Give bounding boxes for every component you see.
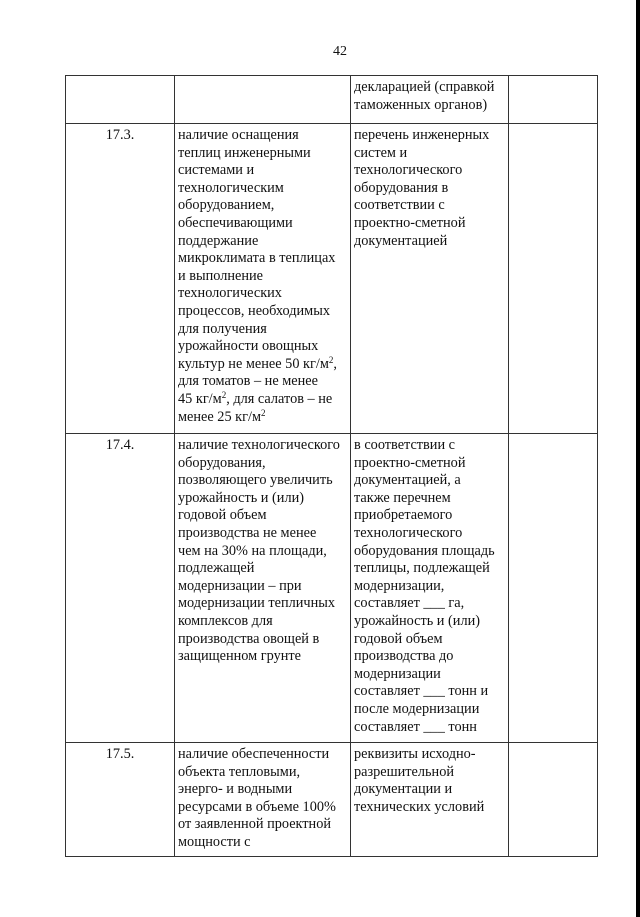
item-number-cell: 17.5. [66, 743, 175, 857]
criterion-line: модернизации – при [178, 577, 302, 594]
table-row [66, 743, 598, 857]
note-cell [509, 434, 598, 743]
document-line: составляет ___ тонн [354, 718, 477, 735]
criterion-line: и выполнение [178, 267, 263, 284]
criterion-line: годовой объем [178, 507, 267, 524]
document-line: технических условий [354, 798, 485, 815]
scan-edge-strip [636, 0, 640, 917]
document-line: документацией, а [354, 472, 461, 489]
criterion-line: от заявленной проектной [178, 816, 331, 833]
criterion-line: производства не менее [178, 524, 317, 541]
document-line: перечень инженерных [354, 127, 490, 143]
criterion-line: технологических [178, 285, 282, 302]
document-line: документации и [354, 781, 453, 798]
criterion-line: 45 $кг/м^2$, для салатов – не [178, 389, 333, 407]
criterion-line: урожайность и (или) [178, 489, 304, 506]
note-cell [509, 76, 598, 124]
criterion-line: позволяющего увеличить [178, 472, 333, 489]
document-line: разрешительной [354, 763, 454, 780]
criterion-line: поддержание [178, 232, 259, 249]
document-line: документацией [354, 232, 448, 249]
document-line: таможенных органов) [354, 96, 488, 113]
criterion-line: оборудования, [178, 454, 266, 471]
table-row [66, 434, 598, 743]
criterion-line: урожайности овощных [178, 338, 319, 355]
document-line: декларацией (справкой [354, 79, 495, 95]
item-number-cell: 17.4. [66, 434, 175, 743]
document-line: технологического [354, 162, 463, 179]
criterion-cell [175, 124, 351, 434]
document-line: проектно-сметной [354, 454, 466, 471]
document-line: модернизации, [354, 577, 445, 594]
note-cell [509, 743, 598, 857]
criterion-line: процессов, необходимых [178, 302, 330, 319]
criterion-line: для получения [178, 320, 267, 337]
criterion-cell [175, 743, 351, 857]
document-cell [351, 434, 509, 743]
item-number-cell [66, 76, 175, 124]
criterion-line: защищенном грунте [178, 648, 302, 665]
criterion-line: наличие обеспеченности [178, 746, 330, 762]
document-cell [351, 743, 509, 857]
document-line: составляет ___ тонн и [354, 683, 489, 700]
document-line: приобретаемого [354, 507, 453, 524]
criterion-line: системами и [178, 162, 255, 179]
criterion-line: модернизации тепличных [178, 595, 336, 612]
requirements-table [65, 75, 598, 857]
criterion-line: микроклимата в теплицах [178, 250, 336, 267]
page-number: 42 [333, 44, 347, 59]
document-line: теплицы, подлежащей [354, 560, 490, 577]
document-line: оборудования в [354, 179, 449, 196]
criterion-line: мощности с [178, 833, 251, 850]
document-line: после модернизации [354, 700, 480, 717]
document-line: соответствии с [354, 197, 445, 214]
criterion-line: обеспечивающими [178, 214, 293, 231]
document-line: в соответствии с [354, 437, 456, 453]
criterion-line: менее 25 $кг/м^2$ [178, 407, 266, 425]
document-line: модернизации [354, 665, 441, 682]
document-line: систем и [354, 144, 408, 161]
document-cell [351, 76, 509, 124]
criterion-line: наличие оснащения [178, 127, 299, 143]
criterion-line: энерго- и водными [178, 781, 293, 798]
criterion-cell [175, 434, 351, 743]
item-number-cell: 17.3. [66, 124, 175, 434]
criterion-line: объекта тепловыми, [178, 763, 301, 780]
document-line: составляет ___ га, [354, 595, 465, 612]
criterion-line: комплексов для [178, 612, 273, 629]
document-line: оборудования площадь [354, 542, 495, 559]
document-line: проектно-сметной [354, 214, 466, 231]
table-row [66, 76, 598, 124]
criterion-line: теплиц инженерными [178, 144, 311, 161]
document-line: производства до [354, 648, 454, 665]
criterion-line: технологическим [178, 179, 284, 196]
criterion-line: оборудованием, [178, 197, 275, 214]
document-line: урожайность и (или) [354, 612, 480, 629]
criterion-line: подлежащей [178, 560, 255, 577]
criterion-line: чем на 30% на площади, [178, 542, 327, 559]
document-line: реквизиты исходно- [354, 746, 476, 762]
note-cell [509, 124, 598, 434]
document-line: годовой объем [354, 630, 443, 647]
table-row [66, 124, 598, 434]
document-line: технологического [354, 524, 463, 541]
criterion-cell [175, 76, 351, 124]
criterion-line: для томатов – не менее [178, 373, 318, 390]
document-cell [351, 124, 509, 434]
criterion-line: культур не менее 50 $кг/м^2$, [178, 354, 337, 372]
criterion-line: ресурсами в объеме 100% [178, 798, 336, 815]
criterion-line: производства овощей в [178, 630, 320, 647]
document-line: также перечнем [354, 489, 451, 506]
criterion-line: наличие технологического [178, 437, 340, 453]
